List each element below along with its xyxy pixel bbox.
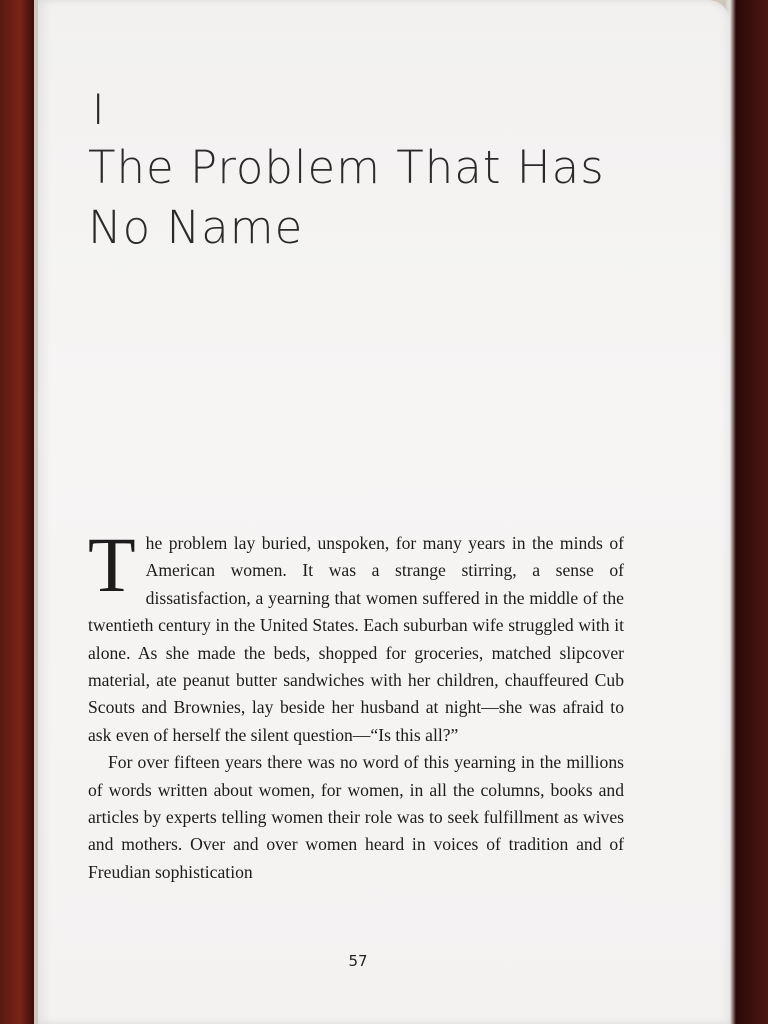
chapter-title: The Problem That Has No Name	[88, 141, 605, 254]
paragraph-2: For over fifteen years there was no word of this yearning in the millions of words written about women, for women, in all the columns, books and articles by experts telling women their role was to seek fulfillment as wives and mothers. Over and over women heard in voices of tradition and of Freudian sophistication	[88, 752, 624, 882]
paragraph-1-text: he problem lay buried, unspoken, for many years in the minds of American women. It was a strange stirring, a sense of dissatisfaction, a yearning that women suffered in the middle of the twentieth century in the United States. Each suburban wife struggled with it alone. As she made the beds, shopped for groceries, matched slipcover material, ate peanut butter sandwiches with her children, chauffeured Cub Scouts and Brownies, lay beside her husband at night—she was afraid to ask even of herself the silent question—“Is this all?”	[88, 533, 624, 745]
chapter-body	[88, 521, 624, 886]
drop-cap: T	[88, 521, 136, 608]
page-number: 57	[348, 952, 368, 970]
book-page	[38, 0, 730, 1024]
paragraph-1	[88, 521, 624, 749]
book-cover-edge	[726, 0, 768, 1024]
chapter-number: I	[92, 85, 105, 134]
